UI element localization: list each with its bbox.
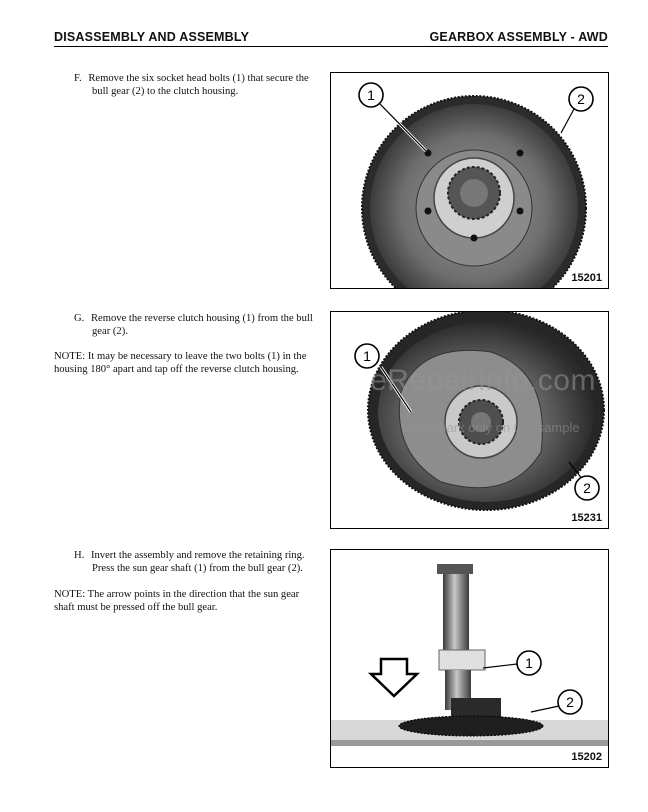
watermark-site: eRepairinfo.com [370, 364, 596, 397]
step-g [74, 312, 330, 338]
sun-gear-shaft-press-photo [331, 550, 608, 767]
callout-2-label: 2 [577, 91, 585, 107]
arrow-down-icon [371, 659, 417, 696]
step-f-line-1: Remove the six socket head bolts (1) that secure the [88, 73, 309, 84]
bolt-icon [471, 235, 478, 242]
figure-15201 [330, 72, 609, 289]
figure-15202 [330, 549, 609, 768]
step-g-line-1: Remove the reverse clutch housing (1) from the bull [90, 313, 313, 324]
section-title: DISASSEMBLY AND ASSEMBLY [54, 30, 250, 44]
step-f-letter: F. [74, 73, 82, 84]
callout-2-label: 2 [566, 694, 574, 710]
step-h [74, 549, 330, 575]
note-g-line-2: housing 180° apart and tap off the reverse clutch housing. [54, 364, 299, 375]
step-f-line-2: bull gear (2) to the clutch housing. [92, 86, 239, 97]
bull-gear-clutch-photo [331, 73, 608, 288]
step-h-line-2: Press the sun gear shaft (1) from the bull gear (2). [92, 563, 303, 574]
note-h [54, 588, 330, 614]
step-h-line-1: Invert the assembly and remove the retaining ring. [90, 550, 305, 561]
callout-1-label: 1 [525, 655, 533, 671]
bolt-icon [517, 208, 524, 215]
figure-number: 15202 [571, 751, 602, 763]
chapter-title: GEARBOX ASSEMBLY - AWD [429, 30, 608, 44]
callout-1-label: 1 [367, 87, 375, 103]
step-f [74, 72, 330, 98]
note-h-line-1: NOTE: The arrow points in the direction that the sun gear [54, 589, 300, 600]
step-g-line-2: gear (2). [92, 326, 128, 337]
bolt-icon [517, 150, 524, 157]
note-g [54, 350, 330, 376]
callout-1-label: 1 [363, 348, 371, 364]
bolt-icon [425, 208, 432, 215]
note-h-line-2: shaft must be pressed off the bull gear. [54, 602, 218, 613]
header-rule [54, 46, 608, 47]
watermark-note: watermark only on this sample [404, 420, 580, 435]
note-g-line-1: NOTE: It may be necessary to leave the two bolts (1) in the [54, 351, 307, 362]
step-h-letter: H. [74, 550, 85, 561]
figure-number: 15201 [571, 272, 602, 284]
figure-number: 15231 [571, 512, 602, 524]
step-g-letter: G. [74, 313, 85, 324]
callout-2-label: 2 [583, 480, 591, 496]
